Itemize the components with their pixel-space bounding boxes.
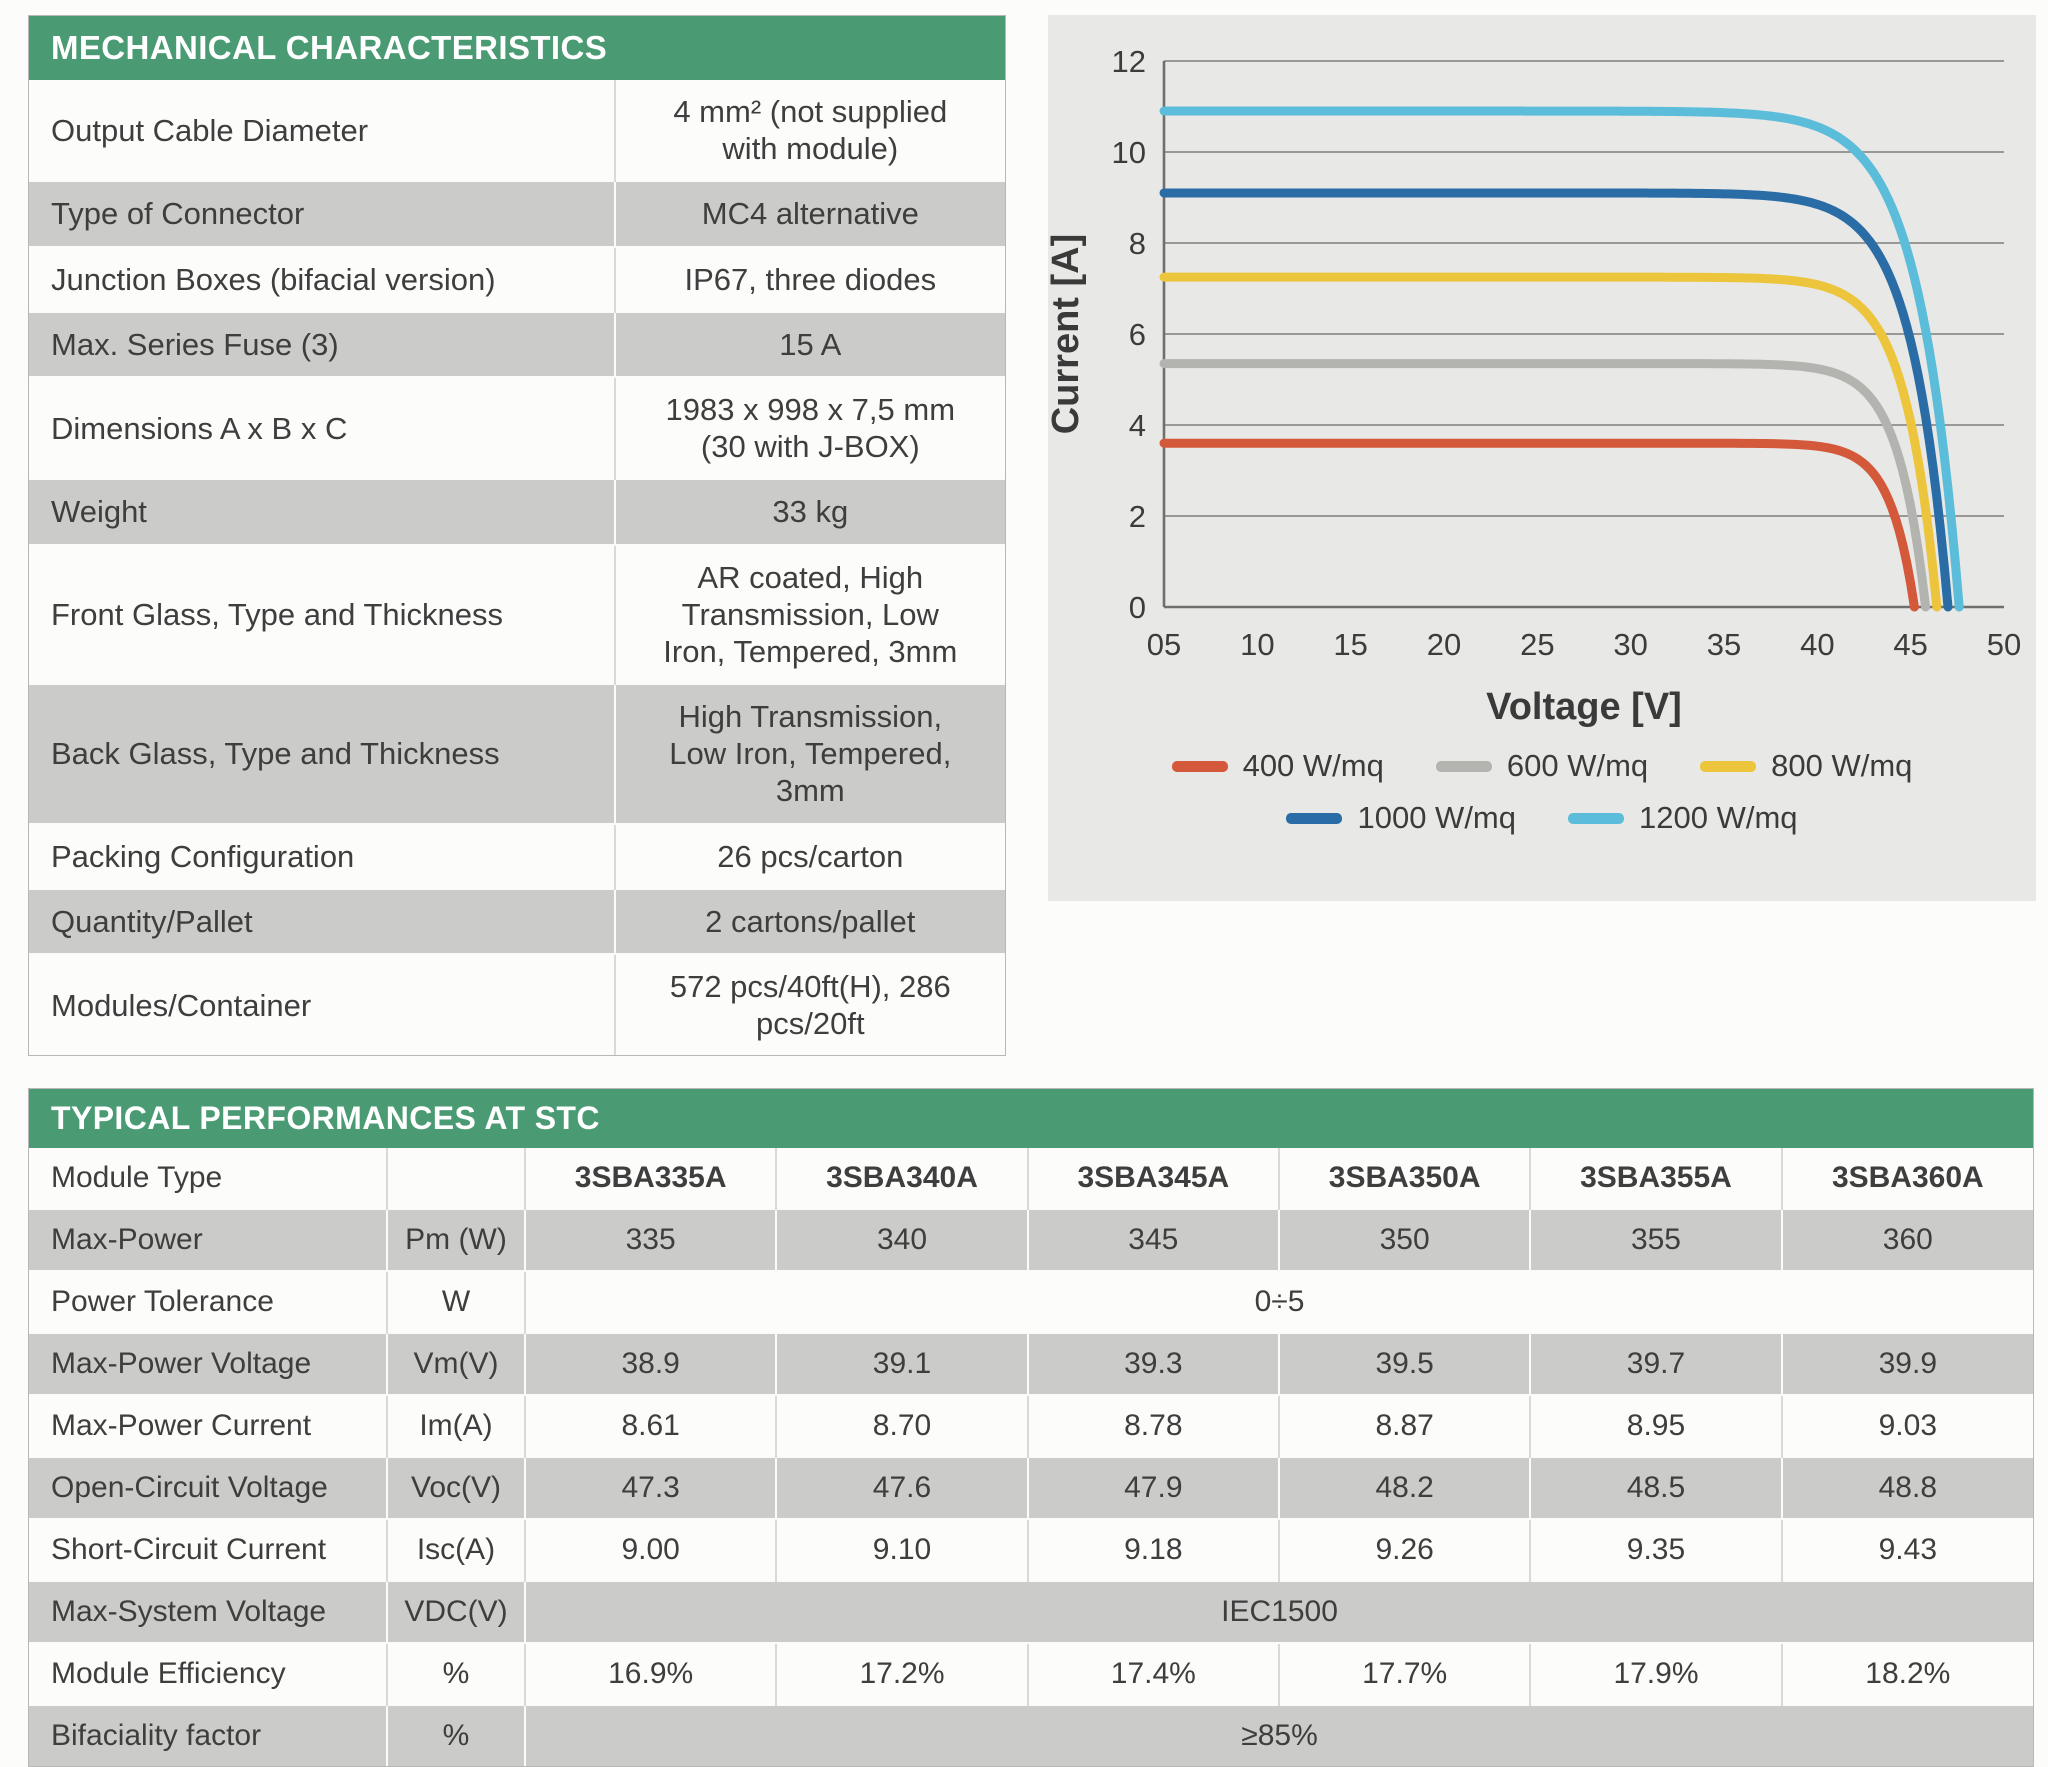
perf-table-row xyxy=(29,1209,2033,1271)
mech-row-label: Back Glass, Type and Thickness xyxy=(29,684,615,824)
perf-header-unit xyxy=(387,1148,525,1209)
mech-table-row xyxy=(29,824,1005,889)
perf-header-label: Module Type xyxy=(51,1161,223,1195)
perf-row-value: 47.3 xyxy=(525,1457,776,1519)
perf-row-value: 17.7% xyxy=(1279,1643,1530,1705)
perf-row-value: 48.2 xyxy=(1279,1457,1530,1519)
mech-table-row xyxy=(29,545,1005,685)
mech-row-label: Modules/Container xyxy=(29,954,615,1055)
y-tick-label: 4 xyxy=(1128,408,1146,443)
perf-row-label: Max-Power xyxy=(29,1209,387,1271)
typical-performances-grid xyxy=(29,1148,2033,1766)
mechanical-characteristics-title: MECHANICAL CHARACTERISTICS xyxy=(29,16,1005,80)
y-tick-label: 12 xyxy=(1111,44,1146,79)
mech-row-label: Quantity/Pallet xyxy=(29,889,615,954)
perf-row-label: Power Tolerance xyxy=(29,1271,387,1333)
perf-row-value: 38.9 xyxy=(525,1333,776,1395)
perf-row-value: 9.43 xyxy=(1782,1519,2033,1581)
mech-row-value: 2 cartons/pallet xyxy=(615,889,1005,954)
perf-header-row xyxy=(29,1148,2033,1209)
y-tick-label: 0 xyxy=(1128,590,1146,625)
perf-row-value: 48.5 xyxy=(1530,1457,1781,1519)
legend-label: 600 W/mq xyxy=(1506,748,1649,783)
legend-swatch-icon xyxy=(1436,761,1492,772)
perf-row-value: 16.9% xyxy=(525,1643,776,1705)
perf-row-value: 9.00 xyxy=(525,1519,776,1581)
x-tick-label: 30 xyxy=(1613,627,1648,662)
perf-row-value: 9.26 xyxy=(1279,1519,1530,1581)
module-type-header: 3SBA335A xyxy=(525,1148,776,1209)
legend-item xyxy=(1286,800,1516,836)
chart-legend xyxy=(1048,748,2036,836)
x-tick-label: 50 xyxy=(1986,627,2022,662)
x-tick-label: 05 xyxy=(1146,627,1182,662)
perf-table-row xyxy=(29,1581,2033,1643)
perf-table-row xyxy=(29,1271,2033,1333)
perf-row-unit: Voc(V) xyxy=(387,1457,525,1519)
perf-row-value: 47.9 xyxy=(1028,1457,1279,1519)
legend-item xyxy=(1700,748,1912,784)
y-axis-title: Current [A] xyxy=(1045,233,1087,435)
perf-row-value: 8.70 xyxy=(776,1395,1027,1457)
module-type-header: 3SBA340A xyxy=(776,1148,1027,1209)
iv-curve-chart-panel xyxy=(1045,15,2036,901)
perf-row-value: 8.78 xyxy=(1028,1395,1279,1457)
perf-row-label: Max-System Voltage xyxy=(29,1581,387,1643)
perf-row-unit: Vm(V) xyxy=(387,1333,525,1395)
perf-table-row xyxy=(29,1643,2033,1705)
iv-curve xyxy=(1164,193,1948,607)
x-tick-label: 35 xyxy=(1706,627,1742,662)
y-tick-label: 2 xyxy=(1128,499,1146,534)
x-tick-label: 25 xyxy=(1520,627,1555,662)
module-type-header: 3SBA350A xyxy=(1279,1148,1530,1209)
mech-row-value: MC4 alternative xyxy=(615,181,1005,246)
mech-table-row xyxy=(29,479,1005,544)
perf-row-value: 18.2% xyxy=(1782,1643,2033,1705)
x-tick-label: 40 xyxy=(1800,627,1835,662)
x-tick-label: 15 xyxy=(1333,627,1368,662)
iv-curve xyxy=(1164,364,1926,607)
legend-label: 800 W/mq xyxy=(1771,748,1913,783)
module-type-header: 3SBA345A xyxy=(1028,1148,1279,1209)
mechanical-characteristics-table xyxy=(28,15,1006,1056)
mech-table-row xyxy=(29,889,1005,954)
mech-table-body xyxy=(29,80,1005,1055)
perf-row-unit: % xyxy=(387,1643,525,1705)
typical-performances-title: TYPICAL PERFORMANCES AT STC xyxy=(29,1089,2033,1148)
mech-row-label: Dimensions A x B x C xyxy=(29,377,615,479)
mech-row-value: AR coated, High Transmission, Low Iron, Tempered, 3mm xyxy=(615,545,1005,685)
perf-row-label: Open-Circuit Voltage xyxy=(29,1457,387,1519)
perf-row-unit: Pm (W) xyxy=(387,1209,525,1271)
iv-curve xyxy=(1164,111,1959,607)
perf-row-unit: Im(A) xyxy=(387,1395,525,1457)
perf-row-value: 335 xyxy=(525,1209,776,1271)
y-tick-label: 10 xyxy=(1111,135,1146,170)
perf-table-body xyxy=(29,1148,2033,1766)
perf-row-label: Max-Power Current xyxy=(29,1395,387,1457)
mech-table-row xyxy=(29,181,1005,246)
mech-table-row xyxy=(29,954,1005,1055)
mech-row-value: IP67, three diodes xyxy=(615,247,1005,312)
mech-row-value: 15 A xyxy=(615,312,1005,377)
perf-row-value: 8.95 xyxy=(1530,1395,1781,1457)
perf-row-unit: Isc(A) xyxy=(387,1519,525,1581)
perf-row-label: Module Efficiency xyxy=(29,1643,387,1705)
legend-swatch-icon xyxy=(1172,761,1228,772)
mech-row-value: High Transmission, Low Iron, Tempered, 3mm xyxy=(615,684,1005,824)
perf-row-value: 355 xyxy=(1530,1209,1781,1271)
typical-performances-table xyxy=(28,1088,2034,1767)
perf-row-value: 47.6 xyxy=(776,1457,1027,1519)
perf-row-value: 9.10 xyxy=(776,1519,1027,1581)
perf-row-merged-value: ≥85% xyxy=(525,1705,2033,1766)
x-tick-label: 20 xyxy=(1426,627,1462,662)
legend-row xyxy=(1048,800,2036,836)
legend-swatch-icon xyxy=(1568,813,1624,824)
perf-table-row xyxy=(29,1395,2033,1457)
perf-row-value: 9.03 xyxy=(1782,1395,2033,1457)
perf-row-label: Bifaciality factor xyxy=(29,1705,387,1766)
mech-table-row xyxy=(29,80,1005,181)
perf-row-value: 9.18 xyxy=(1028,1519,1279,1581)
mech-row-label: Max. Series Fuse (3) xyxy=(29,312,615,377)
perf-row-label: Max-Power Voltage xyxy=(29,1333,387,1395)
perf-row-value: 340 xyxy=(776,1209,1027,1271)
legend-row xyxy=(1048,748,2036,784)
mech-row-label: Output Cable Diameter xyxy=(51,112,369,148)
legend-swatch-icon xyxy=(1286,813,1342,824)
module-type-header: 3SBA355A xyxy=(1530,1148,1781,1209)
mech-row-value: 4 mm² (not supplied with module) xyxy=(615,80,1005,181)
mech-row-label: Packing Configuration xyxy=(29,824,615,889)
legend-item xyxy=(1568,800,1798,836)
legend-swatch-icon xyxy=(1700,761,1756,772)
mech-row-label: Weight xyxy=(29,479,615,544)
perf-row-value: 17.2% xyxy=(776,1643,1027,1705)
y-tick-label: 6 xyxy=(1128,317,1146,352)
legend-label: 400 W/mq xyxy=(1242,748,1384,783)
mech-table-row xyxy=(29,247,1005,312)
perf-row-value: 39.5 xyxy=(1279,1333,1530,1395)
perf-row-value: 39.7 xyxy=(1530,1333,1781,1395)
perf-row-value: 345 xyxy=(1028,1209,1279,1271)
perf-row-value: 360 xyxy=(1782,1209,2033,1271)
perf-row-value: 48.8 xyxy=(1782,1457,2033,1519)
perf-row-value: 39.1 xyxy=(776,1333,1027,1395)
mech-table-row xyxy=(29,312,1005,377)
perf-table-row xyxy=(29,1457,2033,1519)
module-type-header: 3SBA360A xyxy=(1782,1148,2033,1209)
mech-row-value: 1983 x 998 x 7,5 mm (30 with J-BOX) xyxy=(615,377,1005,479)
perf-table-row xyxy=(29,1705,2033,1766)
perf-row-value: 39.3 xyxy=(1028,1333,1279,1395)
mech-row-value: 33 kg xyxy=(615,479,1005,544)
perf-row-label: Short-Circuit Current xyxy=(29,1519,387,1581)
mech-row-label: Type of Connector xyxy=(29,181,615,246)
perf-row-value: 8.87 xyxy=(1279,1395,1530,1457)
perf-row-unit: VDC(V) xyxy=(387,1581,525,1643)
perf-row-unit: W xyxy=(387,1271,525,1333)
perf-row-unit: % xyxy=(387,1705,525,1766)
perf-row-value: 17.9% xyxy=(1530,1643,1781,1705)
mech-table-row xyxy=(29,377,1005,479)
x-tick-label: 45 xyxy=(1893,627,1928,662)
perf-table-row xyxy=(29,1519,2033,1581)
perf-row-value: 8.61 xyxy=(525,1395,776,1457)
perf-row-value: 9.35 xyxy=(1530,1519,1781,1581)
y-tick-label: 8 xyxy=(1128,226,1146,261)
perf-row-value: 39.9 xyxy=(1782,1333,2033,1395)
mech-row-label: Junction Boxes (bifacial version) xyxy=(29,247,615,312)
perf-table-row xyxy=(29,1333,2033,1395)
x-tick-label: 10 xyxy=(1240,627,1275,662)
iv-curve xyxy=(1164,443,1914,607)
mechanical-characteristics-grid xyxy=(29,80,1005,1055)
x-axis-title: Voltage [V] xyxy=(1486,686,1682,728)
perf-row-merged-value: IEC1500 xyxy=(525,1581,2033,1643)
perf-row-value: 17.4% xyxy=(1028,1643,1279,1705)
iv-curve-chart xyxy=(1045,15,2036,728)
legend-label: 1000 W/mq xyxy=(1357,800,1516,835)
legend-label: 1200 W/mq xyxy=(1639,800,1798,835)
perf-row-merged-value: 0÷5 xyxy=(525,1271,2033,1333)
perf-row-value: 350 xyxy=(1279,1209,1530,1271)
legend-item xyxy=(1172,748,1384,784)
mech-row-value: 26 pcs/carton xyxy=(615,824,1005,889)
mech-row-value: 572 pcs/40ft(H), 286 pcs/20ft xyxy=(615,954,1005,1055)
mech-row-label: Front Glass, Type and Thickness xyxy=(29,545,615,685)
legend-item xyxy=(1436,748,1648,784)
mech-table-row xyxy=(29,684,1005,824)
